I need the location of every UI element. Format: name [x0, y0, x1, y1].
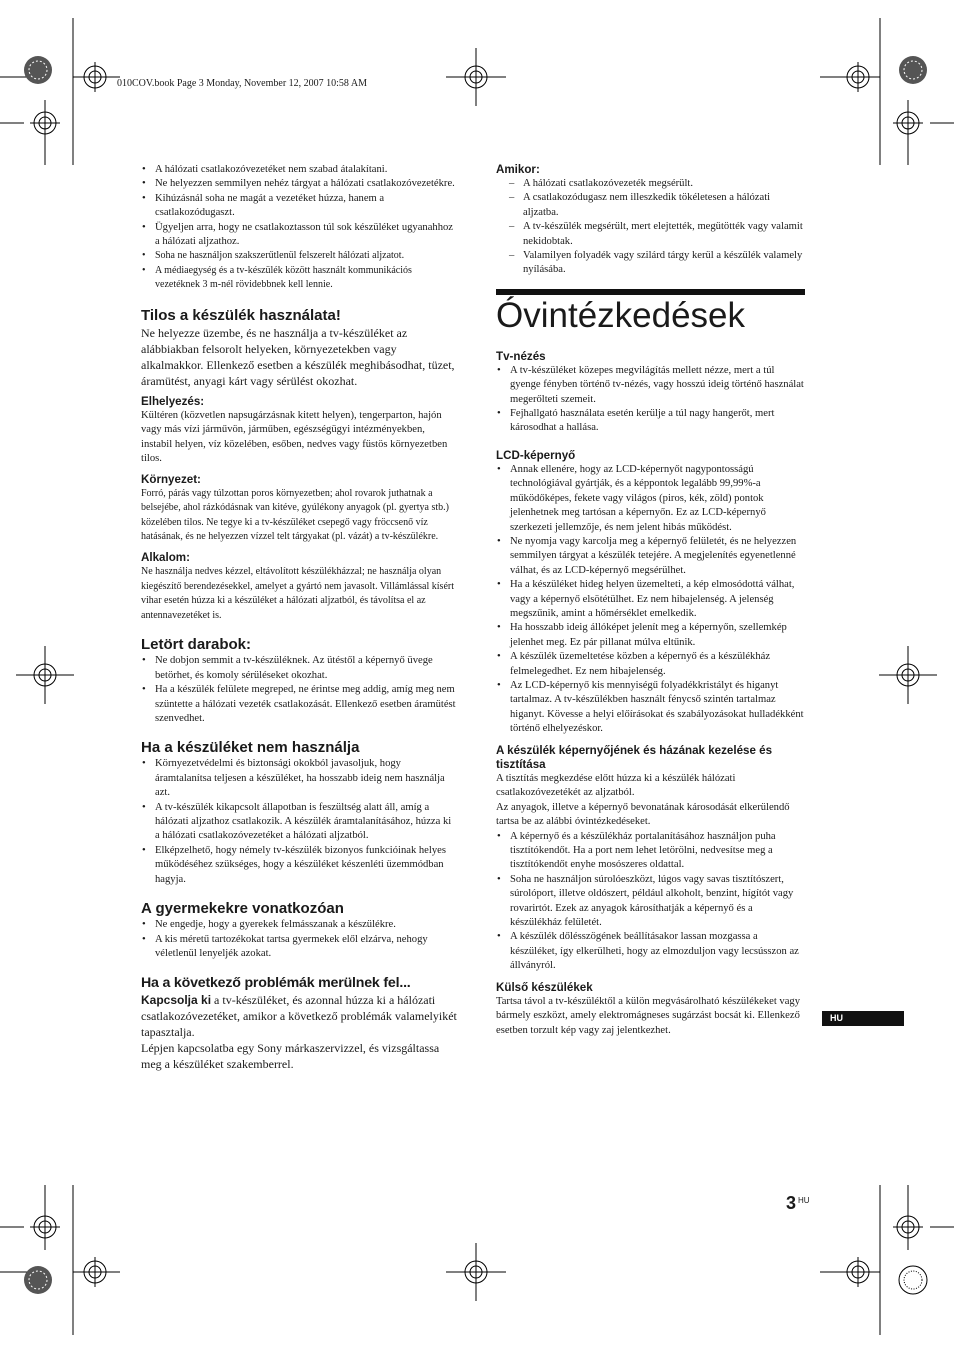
right-column	[496, 163, 805, 1038]
intro-bullet-list	[141, 163, 457, 293]
list-item: • Soha ne használjon súrolóeszközt, lúgos vagy savas tisztítószert, súrolóport, illetve oldószert, például alkoholt, benzint, hígítót vagy rovarirtót. Ezek az anyagok károsíthatják a képernyő és a készülékház felületét.	[496, 873, 805, 931]
list-item: • Ne helyezzen semmilyen nehéz tárgyat a hálózati csatlakozóvezetékre.	[141, 177, 457, 191]
paragraph: Kültéren (közvetlen napsugárzásnak kitett helyen), tengerparton, hajón vagy más vízi járművön, járműben, egészségügyi intézményekben, instabil helyen, víz közelében, esőben, nedves vagy füstös környezetben tilos.	[141, 409, 448, 465]
bullet-list	[496, 364, 805, 436]
section-heading-nem-hasznalja: Ha a készüléket nem használja	[141, 739, 360, 757]
list-item: – A hálózati csatlakozóvezeték megsérült.	[496, 177, 805, 191]
title-rule	[496, 289, 805, 295]
page-number-value: 3	[786, 1193, 797, 1213]
subheading-elhelyezes: Elhelyezés:	[141, 394, 205, 408]
list-item: • A tv-készüléket közepes megvilágítás mellett nézze, mert a túl gyenge fényben történő tv-nézés, vagy hosszú ideig történő használat megerőlteti szemeit.	[496, 364, 805, 407]
paragraph-text: a tv-készüléket, és azonnal húzza ki a hálózati csatlakozóvezetéket, amikor a következő problémák valamelyikét tapasztalja.	[141, 993, 457, 1040]
paragraph: Ne helyezze üzembe, és ne használja a tv-készüléket az alábbiakban felsorolt helyeken, környezetekben vagy alkalmakkor. Ellenkező esetben a készülék meghibásodhat, tüzet, áramütést, anyagi kárt vagy sérülést okozhat.	[141, 325, 455, 388]
list-item: • A médiaegység és a tv-készülék között használt kommunikációs vezetéknek 3 m-nél rövidebbnek kell lennie.	[141, 264, 457, 293]
subheading-amikor: Amikor:	[496, 163, 540, 176]
bullet-list	[141, 757, 457, 887]
emphasis-text: Kapcsolja ki	[141, 993, 212, 1008]
subheading-tvnezes: Tv-nézés	[496, 349, 546, 363]
page-title: Óvintézkedések	[496, 295, 746, 335]
subheading-alkalom: Alkalom:	[141, 551, 190, 565]
list-item: • Ne dobjon semmit a tv-készüléknek. Az ütéstől a képernyő üvege betörhet, és komoly sérüléseket okozhat.	[141, 654, 457, 683]
section-heading-gyermekek: A gyermekekre vonatkozóan	[141, 900, 344, 918]
subheading-tisztitas: A készülék képernyőjének és házának kezelése és tisztítása	[496, 743, 773, 771]
list-item: • A tv-készülék kikapcsolt állapotban is feszültség alatt áll, amíg a hálózati aljzathoz csatlakozik. A készülék áramtalanításához, húzza ki a hálózati csatlakozóvezetéket a hálózati aljzatból.	[141, 801, 457, 844]
dash-list	[496, 177, 805, 278]
list-item: • Az LCD-képernyő kis mennyiségű folyadékkristályt és higanyt tartalmaz. A tv-készülékben használt fénycső szintén tartalmaz higanyt. Kövesse a helyi előírásokat és szabályozásokat hulladékként történő elhelyezéskor.	[496, 679, 805, 737]
list-item: • A készülék dőlésszögének beállításakor lassan mozgassa a készüléket, így elkerülheti, hogy az elmozduljon vagy lecsússzon az állványról.	[496, 930, 805, 973]
page-number	[786, 1193, 810, 1214]
list-item: • Ha a készülék felülete megreped, ne érintse meg addig, amíg meg nem szüntette a hálózati vezeték csatlakozását. Ellenkező esetben áramütést szenvedhet.	[141, 683, 457, 726]
subheading-lcd: LCD-képernyő	[496, 448, 576, 462]
print-header-line: 010COV.book Page 3 Monday, November 12, 2007 10:58 AM	[117, 78, 367, 89]
left-column	[141, 163, 457, 1072]
paragraph	[141, 992, 457, 1040]
subheading-kornyezet: Környezet:	[141, 472, 201, 486]
paragraph: A tisztítás megkezdése előtt húzza ki a készülék hálózati csatlakozóvezetékét az aljzatból.	[496, 772, 736, 799]
section-heading-tilos: Tilos a készülék használata!	[141, 306, 341, 324]
list-item: • Ne nyomja vagy karcolja meg a képernyő felületét, és ne helyezzen semmilyen tárgyat a készülék tetejére. A megjelenítés egyenetlenné válhat, és az LCD-képernyő megsérülhet.	[496, 535, 805, 578]
list-item: • Környezetvédelmi és biztonsági okokból javasoljuk, hogy áramtalanítsa teljesen a készüléket, ha hosszabb ideig nem használja azt.	[141, 757, 457, 800]
list-item: • Annak ellenére, hogy az LCD-képernyőt nagypontosságú technológiával gyártják, és a képpontok legalább 99,99%-a működőképes, fekete vagy világos (piros, kék, zöld) pontok jelenhetnek meg tartósan a képernyőn. Ez az LCD-képernyő szerkezeti jellemzője, és nem jelent hibás működést.	[496, 463, 805, 535]
subheading-kulso: Külső készülékek	[496, 980, 593, 994]
page-number-suffix: HU	[798, 1196, 810, 1205]
bullet-list	[496, 830, 805, 974]
list-item: • Ügyeljen arra, hogy ne csatlakoztasson túl sok készüléket ugyanahhoz a hálózati aljzathoz.	[141, 221, 457, 250]
list-item: – A csatlakozódugasz nem illeszkedik tökéletesen a hálózati aljzatba.	[496, 191, 805, 220]
paragraph: Tartsa távol a tv-készüléktől a külön megvásárolható készülékeket vagy bármely eszközt, amely elektromágneses sugárzást bocsát ki. Ellenkező esetben torzult kép vagy zaj jelentkezhet.	[496, 995, 801, 1036]
list-item: • A képernyő és a készülékház portalanításához használjon puha tisztítókendőt. Ha a port nem lehet letörölni, nedvesítse meg a tisztítókendőt enyhe mosószeres oldattal.	[496, 830, 805, 873]
list-item: • A kis méretű tartozékokat tartsa gyermekek elől elzárva, nehogy véletlenül lenyeljék azokat.	[141, 933, 457, 962]
list-item: • Ne engedje, hogy a gyerekek felmásszanak a készülékre.	[141, 918, 457, 932]
list-item: • Ha hosszabb ideig állóképet jelenít meg a képernyőn, szellemkép jelenhet meg. Ez pár pillanat múlva eltűnik.	[496, 621, 805, 650]
list-item: – A tv-készülék megsérült, mert elejtették, megütötték vagy valamit nekidobtak.	[496, 220, 805, 249]
paragraph: Forró, párás vagy túlzottan poros környezetben; ahol rovarok juthatnak a belsejébe, ahol rázkódásnak van kitéve, gyúlékony anyagok (pl. gyertya stb.) közelében tilos. Ne tegye ki a tv-készüléket csepegő vagy fröccsenő víz hatásának, és ne helyezzen vízzel telt tárgyakat (pl. vázát) a tv-készülékre.	[141, 487, 449, 543]
list-item: • Elképzelhető, hogy némely tv-készülék bizonyos funkcióinak helyes működéséhez szükséges, hogy a készüléket készenléti üzemmódban hagyja.	[141, 844, 457, 887]
section-heading-problemak: Ha a következő problémák merülnek fel...	[141, 975, 411, 992]
list-item: • A hálózati csatlakozóvezetéket nem szabad átalakítani.	[141, 163, 457, 177]
language-tab: HU	[822, 1011, 904, 1026]
section-heading-letort: Letört darabok:	[141, 636, 252, 654]
list-item: • Ha a készüléket hideg helyen üzemelteti, a kép elmosódottá válhat, vagy a képernyő elsötétülhet. Ez nem hibajelenség. A jelenség megszűnik, amint a hőmérséklet emelkedik.	[496, 578, 805, 621]
bullet-list	[141, 918, 457, 961]
list-item: – Valamilyen folyadék vagy szilárd tárgy kerül a készülék valamely nyílásába.	[496, 249, 805, 278]
paragraph: Ne használja nedves kézzel, eltávolított készülékházzal; ne használja olyan kiegészítő berendezésekkel, amelyet a gyártó nem javasolt. Villámlással kísért vihar esetén húzza ki a készüléket a hálózati aljzatból, és távolítsa el az antennavezetéket is.	[141, 566, 454, 621]
paragraph: Az anyagok, illetve a képernyő bevonatának károsodását elkerülendő tartsa be az alábbi óvintézkedéseket.	[496, 801, 790, 828]
list-item: • Soha ne használjon szakszerűtlenül felszerelt hálózati aljzatot.	[141, 249, 457, 263]
list-item: • Fejhallgató használata esetén kerülje a túl nagy hangerőt, mert károsodhat a hallása.	[496, 407, 805, 436]
paragraph: Lépjen kapcsolatba egy Sony márkaszervizzel, és vizsgáltassa meg a készüléket szakemberrel.	[141, 1041, 440, 1072]
bullet-list	[496, 463, 805, 737]
list-item: • A készülék üzemeltetése közben a képernyő és a készülékház felmelegedhet. Ez nem hibajelenség.	[496, 650, 805, 679]
list-item: • Kihúzásnál soha ne magát a vezetéket húzza, hanem a csatlakozódugaszt.	[141, 192, 457, 221]
bullet-list	[141, 654, 457, 726]
